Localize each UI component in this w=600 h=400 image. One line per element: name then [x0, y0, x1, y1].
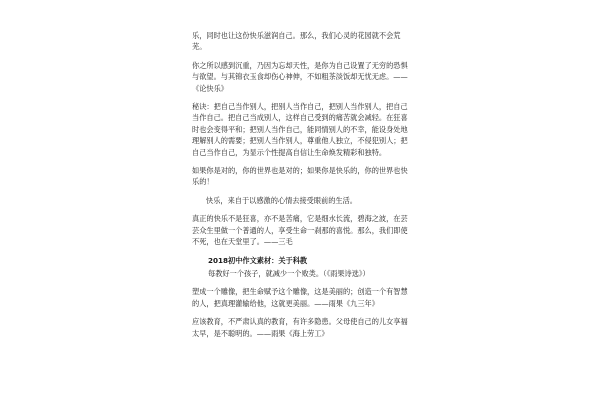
paragraph-secret: 秘诀：把自己当作别人，把别人当作自己，把别人当作别人，把自己当作自己。把自己当成别人，这样自己受到的痛苦就会减轻。在狂喜时也会变得平和；把别人当作自己，能同情别人的不幸，能设身处地理解别人的需要；把别人当作别人，尊重他人独立，不侵犯别人；把自己当作自己，为显示个性提高自信让生命焕发精彩和独特。	[192, 102, 408, 157]
article-body	[192, 30, 410, 346]
paragraph-ninety-three: 塑成一个雕像，把生命赋予这个雕像，这是美丽的；创造一个有智慧的人，把真理灌输给他，这就更美丽。——雨果《九三年》	[192, 287, 408, 308]
paragraph-gratitude: 快乐，来自于以感激的心情去接受眼前的生活。	[206, 195, 357, 205]
paragraph-on-happiness-quote: 你之所以感到沉重，乃因为忘却天性，是你为自己设置了无穷的恐惧与欲望。与其锦衣玉食却伤心神伸，不如粗茶淡饭却无忧无虑。——《论快乐》	[192, 60, 408, 93]
section-quote: 每教好一个孩子，就减少一个败类。（《雨果诗选》）	[208, 268, 370, 278]
section-title: 2018初中作文素材：关于科教	[208, 255, 308, 265]
paragraph-your-world: 如果你是对的，你的世界也是对的；如果你是快乐的，你的世界也快乐的！	[192, 166, 408, 187]
paragraph-sanmao-quote: 真正的快乐不是狂喜，亦不是苦痛，它是细水长流，碧海之波，在芸芸众生里做一个普通的人，享受生命一刹那的喜悦。那么，我们即使不死，也在天堂里了。——三毛	[192, 214, 408, 247]
paragraph-happiness-garden: 乐，同时也让这份快乐滋润自己。那么，我们心灵的花园就不会荒芜。	[192, 31, 401, 52]
paragraph-toilers-of-the-sea: 应该教育，不严肃认真的教育，有许多隐患。父母使自己的儿女享福太早，是不聪明的。——雨果《海上劳工》	[192, 317, 408, 338]
